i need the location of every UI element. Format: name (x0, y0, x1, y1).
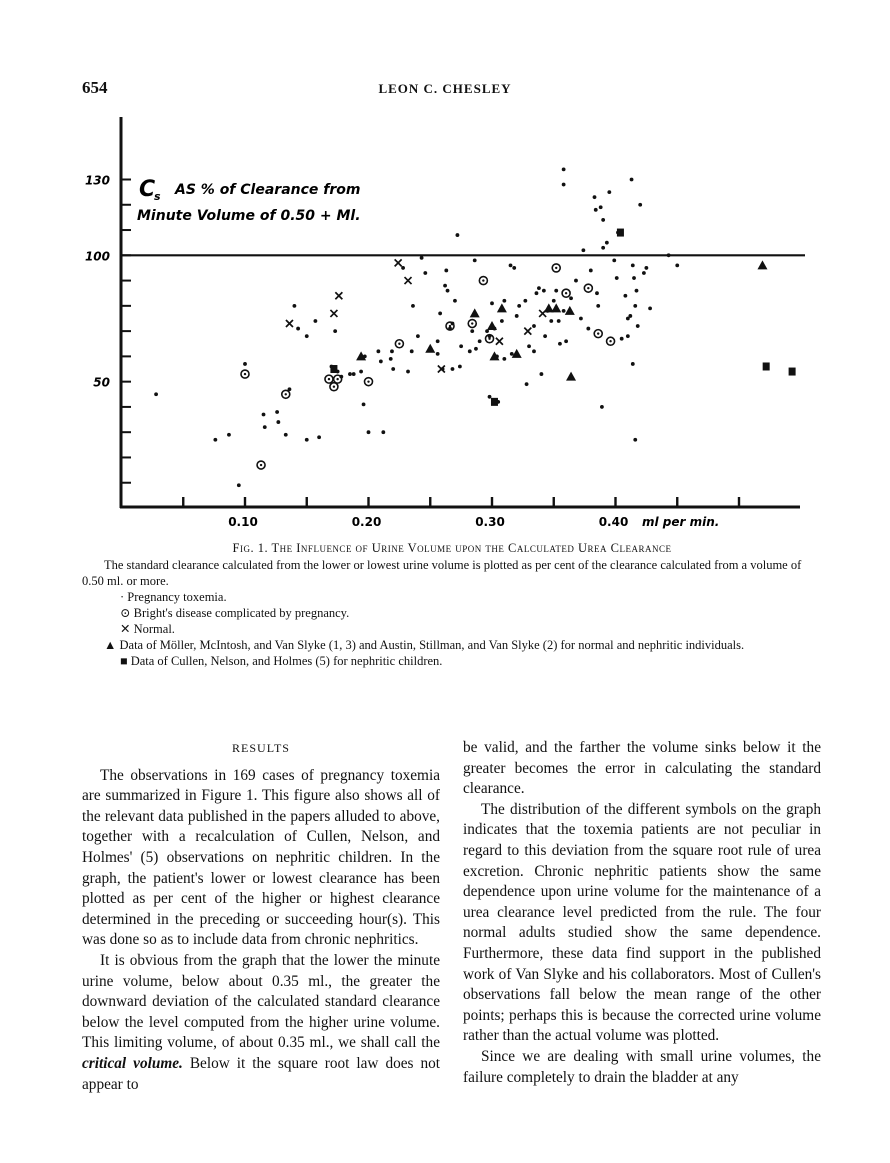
paragraph: The distribution of the different symbols on the graph indicates that the toxemia patients are not peculiar in regard to this deviation from the square root rule of urea excretion. Chronic nephritic patients show the same dependence upon urine volume for the maintenance of a urea clearance level predicted from the rule. The four normal adults studied show the same dependence. Furthermore, these data find support in the published work of Van Slyke and his collaborators. Most of Cullen's observations fall below the mean range of the other points; perhaps this is because the corrected urine volume rather than the actual volume was plotted. (463, 800, 821, 1045)
data-point-toxemia (416, 334, 420, 338)
data-point-toxemia (391, 367, 395, 371)
legend-label: Data of Cullen, Nelson, and Holmes (5) for nephritic children. (130, 654, 443, 668)
data-point-toxemia (596, 304, 600, 308)
legend-label: Bright's disease complicated by pregnancy. (133, 606, 350, 620)
data-point-toxemia (642, 271, 646, 275)
legend-x-icon: ✕ (120, 622, 131, 636)
data-point-toxemia (517, 304, 521, 308)
data-point-toxemia (243, 362, 247, 366)
legend-circle-icon: ⊙ (120, 606, 131, 620)
data-point-toxemia (410, 349, 414, 353)
legend-dot-icon: · (120, 590, 125, 604)
data-point-toxemia (362, 402, 366, 406)
x-tick-label: 0.10 (228, 515, 258, 529)
data-point-toxemia (420, 256, 424, 260)
figure-label: Fig. 1. (232, 541, 269, 555)
data-point-toxemia (376, 349, 380, 353)
data-point-moller (566, 372, 576, 381)
body-right-column (463, 738, 821, 1088)
data-point-toxemia (601, 218, 605, 222)
data-point-toxemia (227, 433, 231, 437)
data-point-moller (565, 306, 575, 315)
data-point-cullen (789, 368, 796, 376)
data-point-toxemia (648, 306, 652, 310)
page-number: 654 (82, 78, 108, 97)
data-point-normal (330, 310, 337, 317)
data-point-toxemia (562, 183, 566, 187)
legend-square-icon: ■ (120, 654, 128, 668)
data-point-toxemia (443, 284, 447, 288)
data-point-center (336, 378, 338, 380)
data-point-toxemia (523, 299, 527, 303)
data-point-toxemia (525, 382, 529, 386)
data-point-toxemia (444, 269, 448, 273)
data-point-toxemia (564, 339, 568, 343)
data-point-toxemia (263, 425, 267, 429)
figure-caption-text: The standard clearance calculated from the lower or lowest urine volume is plotted as per cent of the clearance calculated from a volume of 0.50 ml. or more. (82, 558, 802, 588)
data-point-toxemia (633, 438, 637, 442)
data-point-toxemia (615, 276, 619, 280)
data-point-toxemia (562, 167, 566, 171)
data-point-toxemia (667, 253, 671, 257)
data-point-center (565, 292, 567, 294)
data-point-toxemia (389, 357, 393, 361)
data-point-toxemia (601, 246, 605, 250)
data-point-toxemia (532, 324, 536, 328)
data-point-brights (552, 264, 560, 272)
data-point-toxemia (401, 266, 405, 270)
data-point-toxemia (543, 334, 547, 338)
data-point-cullen (617, 229, 624, 237)
y-tick-label: 100 (84, 249, 110, 264)
data-point-toxemia (607, 190, 611, 194)
data-point-toxemia (446, 289, 450, 293)
data-point-toxemia (510, 352, 514, 356)
data-point-toxemia (620, 337, 624, 341)
data-point-toxemia (468, 349, 472, 353)
data-point-toxemia (436, 352, 440, 356)
data-point-toxemia (623, 294, 627, 298)
data-point-center (488, 337, 490, 339)
chart-title (137, 177, 361, 224)
data-point-toxemia (379, 360, 383, 364)
data-point-toxemia (532, 349, 536, 353)
data-point-toxemia (284, 433, 288, 437)
data-point-brights (330, 383, 338, 391)
data-point-toxemia (474, 347, 478, 351)
data-point-center (244, 373, 246, 375)
data-point-brights (241, 370, 249, 378)
emphasis-term: critical volume. (82, 1054, 183, 1072)
legend-item (82, 605, 822, 621)
data-point-toxemia (213, 438, 217, 442)
data-point-brights (282, 390, 290, 398)
paragraph-text: Below it the square root law does not appear to (82, 1054, 440, 1093)
data-point-cullen (763, 362, 770, 370)
data-point-toxemia (612, 258, 616, 262)
chart-tick-labels (85, 173, 628, 529)
data-point-toxemia (305, 334, 309, 338)
data-point-toxemia (317, 435, 321, 439)
data-point-toxemia (574, 279, 578, 283)
figure-1-scatter-plot (0, 0, 890, 540)
data-point-center (471, 322, 473, 324)
paragraph (82, 951, 440, 1095)
data-point-toxemia (589, 269, 593, 273)
data-point-toxemia (631, 264, 635, 268)
section-heading: RESULTS (232, 741, 290, 755)
data-point-toxemia (293, 304, 297, 308)
data-point-toxemia (262, 413, 266, 417)
data-point-normal (395, 259, 402, 266)
data-point-toxemia (275, 410, 279, 414)
chart-title-subscript: s (154, 190, 161, 203)
data-point-brights (479, 277, 487, 285)
data-point-center (333, 386, 335, 388)
x-tick-label: 0.40 (598, 515, 629, 529)
legend-item (82, 637, 822, 653)
data-point-brights (365, 378, 373, 386)
legend-triangle-icon: ▲ (104, 638, 117, 652)
data-point-brights (325, 375, 333, 383)
figure-title: The Influence of Urine Volume upon the Calculated Urea Clearance (271, 541, 672, 555)
data-point-toxemia (554, 289, 558, 293)
data-point-toxemia (411, 304, 415, 308)
data-point-toxemia (542, 289, 546, 293)
data-point-moller (757, 260, 767, 269)
data-point-toxemia (595, 291, 599, 295)
data-point-center (609, 340, 611, 342)
data-point-toxemia (599, 205, 603, 209)
data-point-brights (395, 340, 403, 348)
data-point-toxemia (537, 286, 541, 290)
running-head: LEON C. CHESLEY (378, 81, 512, 96)
data-point-toxemia (276, 420, 280, 424)
legend-label: Data of Möller, McIntosh, and Van Slyke (1, 3) and Austin, Stillman, and Van Slyke (2) for normal and nephritic individuals. (119, 638, 745, 652)
data-point-brights (468, 320, 476, 328)
data-point-toxemia (436, 339, 440, 343)
data-point-brights (334, 375, 342, 383)
data-point-toxemia (638, 203, 642, 207)
data-point-toxemia (451, 367, 455, 371)
data-point-toxemia (470, 329, 474, 333)
data-point-toxemia (352, 372, 356, 376)
data-point-brights (607, 337, 615, 345)
data-point-toxemia (535, 291, 539, 295)
data-point-toxemia (527, 344, 531, 348)
data-point-moller (497, 303, 507, 312)
data-point-brights (257, 461, 265, 469)
data-point-center (260, 464, 262, 466)
chart-title-line2: Minute Volume of 0.50 + Ml. (137, 208, 361, 224)
data-point-toxemia (305, 438, 309, 442)
data-point-toxemia (557, 319, 561, 323)
data-point-toxemia (458, 365, 462, 369)
data-point-toxemia (348, 372, 352, 376)
data-point-cullen (330, 365, 337, 373)
data-point-toxemia (562, 309, 566, 313)
data-point-toxemia (626, 334, 630, 338)
data-point-toxemia (515, 314, 519, 318)
data-point-toxemia (500, 319, 504, 323)
figure-caption (82, 540, 822, 669)
data-point-center (449, 325, 451, 327)
chart-x-axis-label: ml per min. (642, 515, 720, 529)
x-tick-label: 0.20 (351, 515, 382, 529)
data-point-toxemia (367, 430, 371, 434)
data-point-toxemia (359, 370, 363, 374)
data-point-toxemia (296, 327, 300, 331)
figure-caption-title (82, 540, 822, 556)
data-point-cullen (491, 398, 498, 406)
y-tick-label: 50 (93, 375, 110, 390)
data-point-center (597, 332, 599, 334)
data-point-brights (594, 330, 602, 338)
data-point-toxemia (579, 317, 583, 321)
data-point-moller (470, 308, 480, 317)
data-point-toxemia (633, 304, 637, 308)
chart-title-symbol: C (139, 177, 156, 202)
legend-item (82, 653, 822, 669)
data-point-toxemia (631, 362, 635, 366)
data-point-toxemia (594, 208, 598, 212)
data-point-toxemia (552, 299, 556, 303)
data-point-toxemia (512, 266, 516, 270)
chart-axes (120, 117, 805, 508)
legend-label: Normal. (133, 622, 175, 636)
body-left-column (82, 738, 440, 1095)
data-point-toxemia (333, 329, 337, 333)
data-point-toxemia (549, 319, 553, 323)
data-point-toxemia (390, 349, 394, 353)
data-point-toxemia (502, 299, 506, 303)
data-point-normal (524, 328, 531, 335)
y-tick-label: 130 (84, 173, 110, 188)
data-point-toxemia (632, 276, 636, 280)
legend-item (82, 589, 822, 605)
data-point-toxemia (628, 314, 632, 318)
paragraph: Since we are dealing with small urine volumes, the failure completely to drain the bladder at any (463, 1047, 821, 1086)
data-point-toxemia (381, 430, 385, 434)
paragraph: be valid, and the farther the volume sinks below it the greater becomes the error in calculating the standard clearance. (463, 739, 821, 798)
data-point-toxemia (453, 299, 457, 303)
data-point-toxemia (605, 241, 609, 245)
data-point-toxemia (456, 233, 460, 237)
data-point-toxemia (644, 266, 648, 270)
data-point-center (398, 343, 400, 345)
chart-title-line1: AS % of Clearance from (175, 182, 361, 198)
data-point-toxemia (569, 296, 573, 300)
data-point-center (587, 287, 589, 289)
data-point-toxemia (154, 392, 158, 396)
data-point-toxemia (630, 178, 634, 182)
data-point-normal (286, 320, 293, 327)
data-point-moller (487, 321, 497, 330)
legend-item (82, 621, 822, 637)
data-point-toxemia (636, 324, 640, 328)
data-point-toxemia (600, 405, 604, 409)
data-point-toxemia (237, 483, 241, 487)
data-point-toxemia (473, 258, 477, 262)
data-point-toxemia (540, 372, 544, 376)
legend-label: Pregnancy toxemia. (127, 590, 227, 604)
data-point-toxemia (558, 342, 562, 346)
data-point-toxemia (406, 370, 410, 374)
data-point-toxemia (581, 248, 585, 252)
chart-ticks (121, 179, 739, 507)
data-point-center (482, 279, 484, 281)
data-point-toxemia (490, 301, 494, 305)
data-point-toxemia (423, 271, 427, 275)
x-tick-label: 0.30 (475, 515, 505, 529)
data-point-toxemia (675, 264, 679, 268)
data-point-center (285, 393, 287, 395)
data-point-center (555, 267, 557, 269)
data-point-toxemia (586, 327, 590, 331)
paragraph: The observations in 169 cases of pregnancy toxemia are summarized in Figure 1. This figure also shows all of the relevant data published in the papers alluded to above, together with a recalculation of Cullen, Nelson, and Holmes' (5) observations on nephritic children. In the graph, the patient's lower or lowest clearance has been plotted as per cent of the higher or highest clearance determined in the preceding or succeeding hour(s). This was done so as to include data from chronic nephritics. (82, 766, 440, 949)
data-point-toxemia (478, 339, 482, 343)
data-point-moller (425, 344, 435, 353)
data-point-toxemia (459, 344, 463, 348)
data-point-toxemia (313, 319, 317, 323)
data-point-brights (584, 284, 592, 292)
paragraph-text: It is obvious from the graph that the lower the minute urine volume, below about 0.35 ml., the greater the downward deviation of the calculated standard clearance below the level computed from the higher urine volume. This limiting volume, of about 0.35 ml., we shall call the (82, 951, 440, 1052)
data-point-toxemia (502, 357, 506, 361)
data-point-normal (405, 277, 412, 284)
data-point-center (328, 378, 330, 380)
data-point-toxemia (509, 264, 513, 268)
data-point-toxemia (593, 195, 597, 199)
data-point-normal (335, 292, 342, 299)
data-point-brights (562, 289, 570, 297)
data-point-moller (551, 303, 561, 312)
data-point-center (367, 380, 369, 382)
data-point-toxemia (488, 395, 492, 399)
data-point-toxemia (438, 312, 442, 316)
data-point-normal (496, 338, 503, 345)
data-point-toxemia (635, 289, 639, 293)
